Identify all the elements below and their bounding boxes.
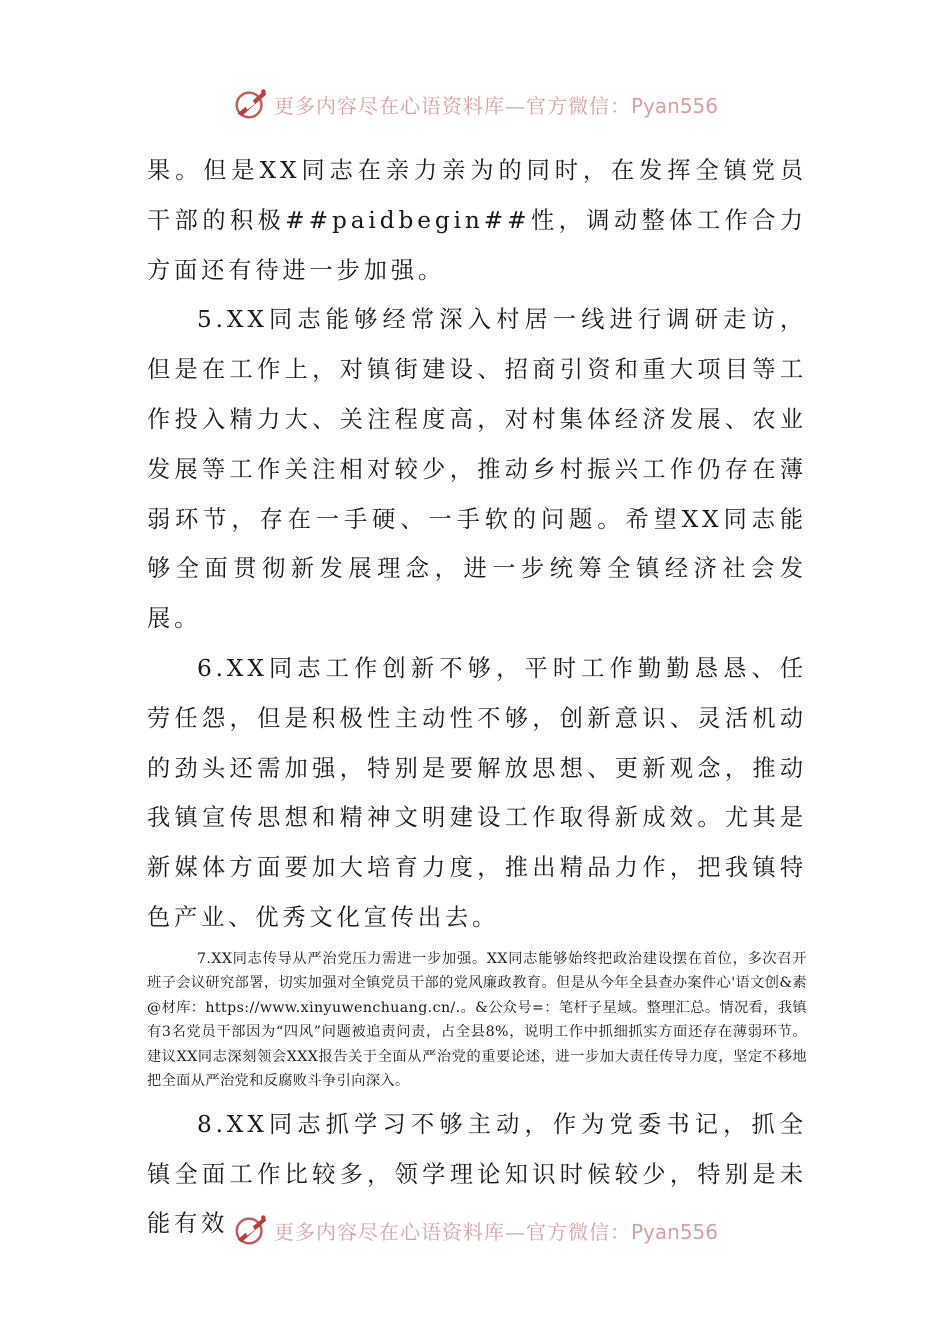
banner-main-text: 更多内容尽在心语资料库— (273, 93, 526, 118)
body-paragraph-1: 果。但是XX同志在亲力亲为的同时，在发挥全镇党员干部的积极##paidbegin##性，调动整体工作合力方面还有待进一步加强。 (147, 157, 807, 284)
banner-official-label: 官方微信： (525, 93, 631, 118)
header-banner (0, 82, 950, 126)
footer-banner-wechat-id: Pyan556 (630, 1219, 718, 1244)
body-paragraph-3: 6.XX同志工作创新不够，平时工作勤勤恳恳、任劳任怨，但是积极性主动性不够，创新意识、灵活机动的劲头还需加强，特别是要解放思想、更新观念，推动我镇宣传思想和精神文明建设工作取得新成效。尤其是新媒体方面要加大培育力度，推出精品力作，把我镇特色产业、优秀文化宣传出去。 (147, 654, 807, 931)
pen-nib-circle-icon (232, 85, 270, 123)
body-paragraph-small: 7.XX同志传导从严治党压力需进一步加强。XX同志能够始终把政治建设摆在首位，多次召开班子会议研究部署，切实加强对全镇党员干部的党风廉政教育。但是从今年全县查办案件心'语文创&素@材库：https://www.xinyuwenchuang.cn/.。&公众号=：笔杆子星域。整理汇总。情况看，我镇有3名党员干部因为“四风”问题被追责问责，占全县8%，说明工作中抓细抓实方面还存在薄弱环节。建议XX同志深刻领会XXX报告关于全面从严治党的重要论述，进一步加大责任传导力度，坚定不移地把全面从严治党和反腐败斗争引向深入。 (147, 950, 807, 1090)
pen-nib-circle-icon (232, 1211, 270, 1249)
body-paragraph-2: 5.XX同志能够经常深入村居一线进行调研走访，但是在工作上，对镇街建设、招商引资和重大项目等工作投入精力大、关注程度高，对村集体经济发展、农业发展等工作关注相对较少，推动乡村振兴工作仍存在薄弱环节，存在一手硬、一手软的问题。希望XX同志能够全面贯彻新发展理念，进一步统筹全镇经济社会发展。 (147, 306, 807, 633)
footer-banner-text (274, 1216, 718, 1245)
footer-banner-main-text: 更多内容尽在心语资料库— (273, 1219, 526, 1244)
document-body (147, 146, 807, 1249)
body-paragraph-4: 8.XX同志抓学习不够主动，作为党委书记，抓全镇全面工作比较多，领学理论知识时候较少，特别是未能有效 (147, 1110, 807, 1238)
footer-banner-official-label: 官方微信： (525, 1219, 631, 1244)
banner-wechat-id: Pyan556 (630, 93, 718, 118)
footer-banner (0, 1208, 950, 1252)
banner-text (274, 90, 718, 119)
